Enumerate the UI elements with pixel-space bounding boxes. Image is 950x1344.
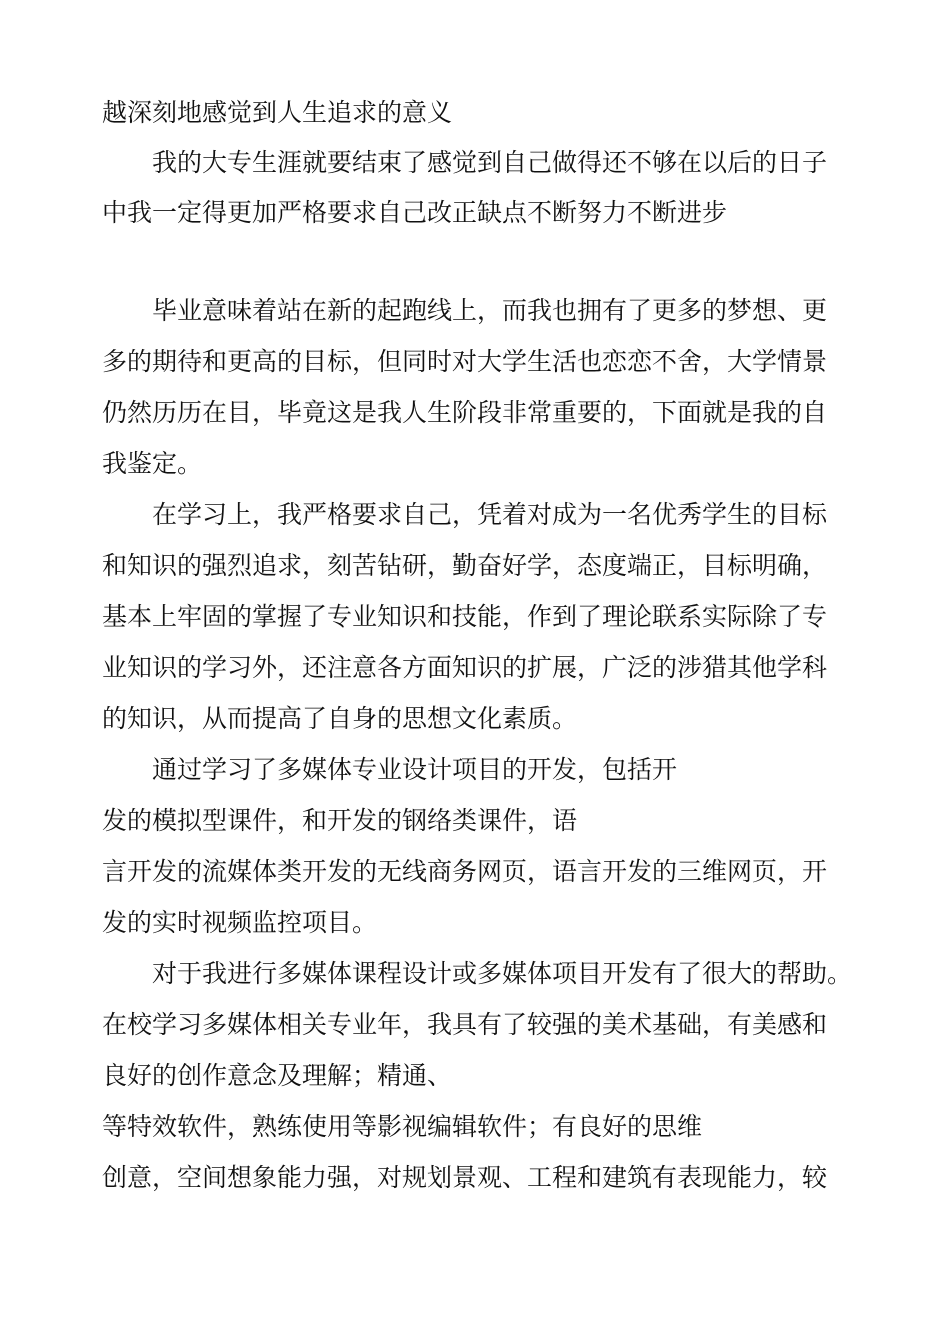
paragraph-first-line: 通过学习了多媒体专业设计项目的开发，包括开 xyxy=(152,755,678,784)
paragraph-first-line: 在学习上，我严格要求自己，凭着对成为一名优秀学生的目标 xyxy=(152,500,828,529)
text-line: 创意，空间想象能力强，对规划景观、工程和建筑有表现能力，较 xyxy=(102,1163,828,1192)
text-line: 基本上牢固的掌握了专业知识和技能，作到了理论联系实际除了专 xyxy=(102,602,828,631)
text-line: 业知识的学习外，还注意各方面知识的扩展，广泛的涉猎其他学科 xyxy=(102,653,828,682)
text-line: 良好的创作意念及理解；精通、 xyxy=(102,1061,453,1090)
text-line: 仍然历历在目，毕竟这是我人生阶段非常重要的，下面就是我的自 xyxy=(102,398,828,427)
text-line: 我鉴定。 xyxy=(102,449,203,478)
paragraph-first-line: 毕业意味着站在新的起跑线上，而我也拥有了更多的梦想、更 xyxy=(152,296,828,325)
text-line: 的知识，从而提高了自身的思想文化素质。 xyxy=(102,704,578,733)
paragraph-first-line: 我的大专生涯就要结束了感觉到自己做得还不够在以后的日子 xyxy=(152,148,828,177)
text-line: 等特效软件，熟练使用等影视编辑软件；有良好的思维 xyxy=(102,1112,703,1141)
text-line: 中我一定得更加严格要求自己改正缺点不断努力不断进步 xyxy=(102,198,728,227)
text-line: 发的实时视频监控项目。 xyxy=(102,908,378,937)
text-line: 在校学习多媒体相关专业年，我具有了较强的美术基础，有美感和 xyxy=(102,1010,828,1039)
text-line: 发的模拟型课件，和开发的钢络类课件，语 xyxy=(102,806,578,835)
text-line: 多的期待和更高的目标，但同时对大学生活也恋恋不舍，大学情景 xyxy=(102,347,828,376)
paragraph-first-line: 对于我进行多媒体课程设计或多媒体项目开发有了很大的帮助。 xyxy=(152,959,853,988)
text-line: 言开发的流媒体类开发的无线商务网页，语言开发的三维网页，开 xyxy=(102,857,828,886)
text-line: 和知识的强烈追求，刻苦钻研，勤奋好学，态度端正，目标明确， xyxy=(102,551,828,580)
text-line: 越深刻地感觉到人生追求的意义 xyxy=(102,98,453,127)
